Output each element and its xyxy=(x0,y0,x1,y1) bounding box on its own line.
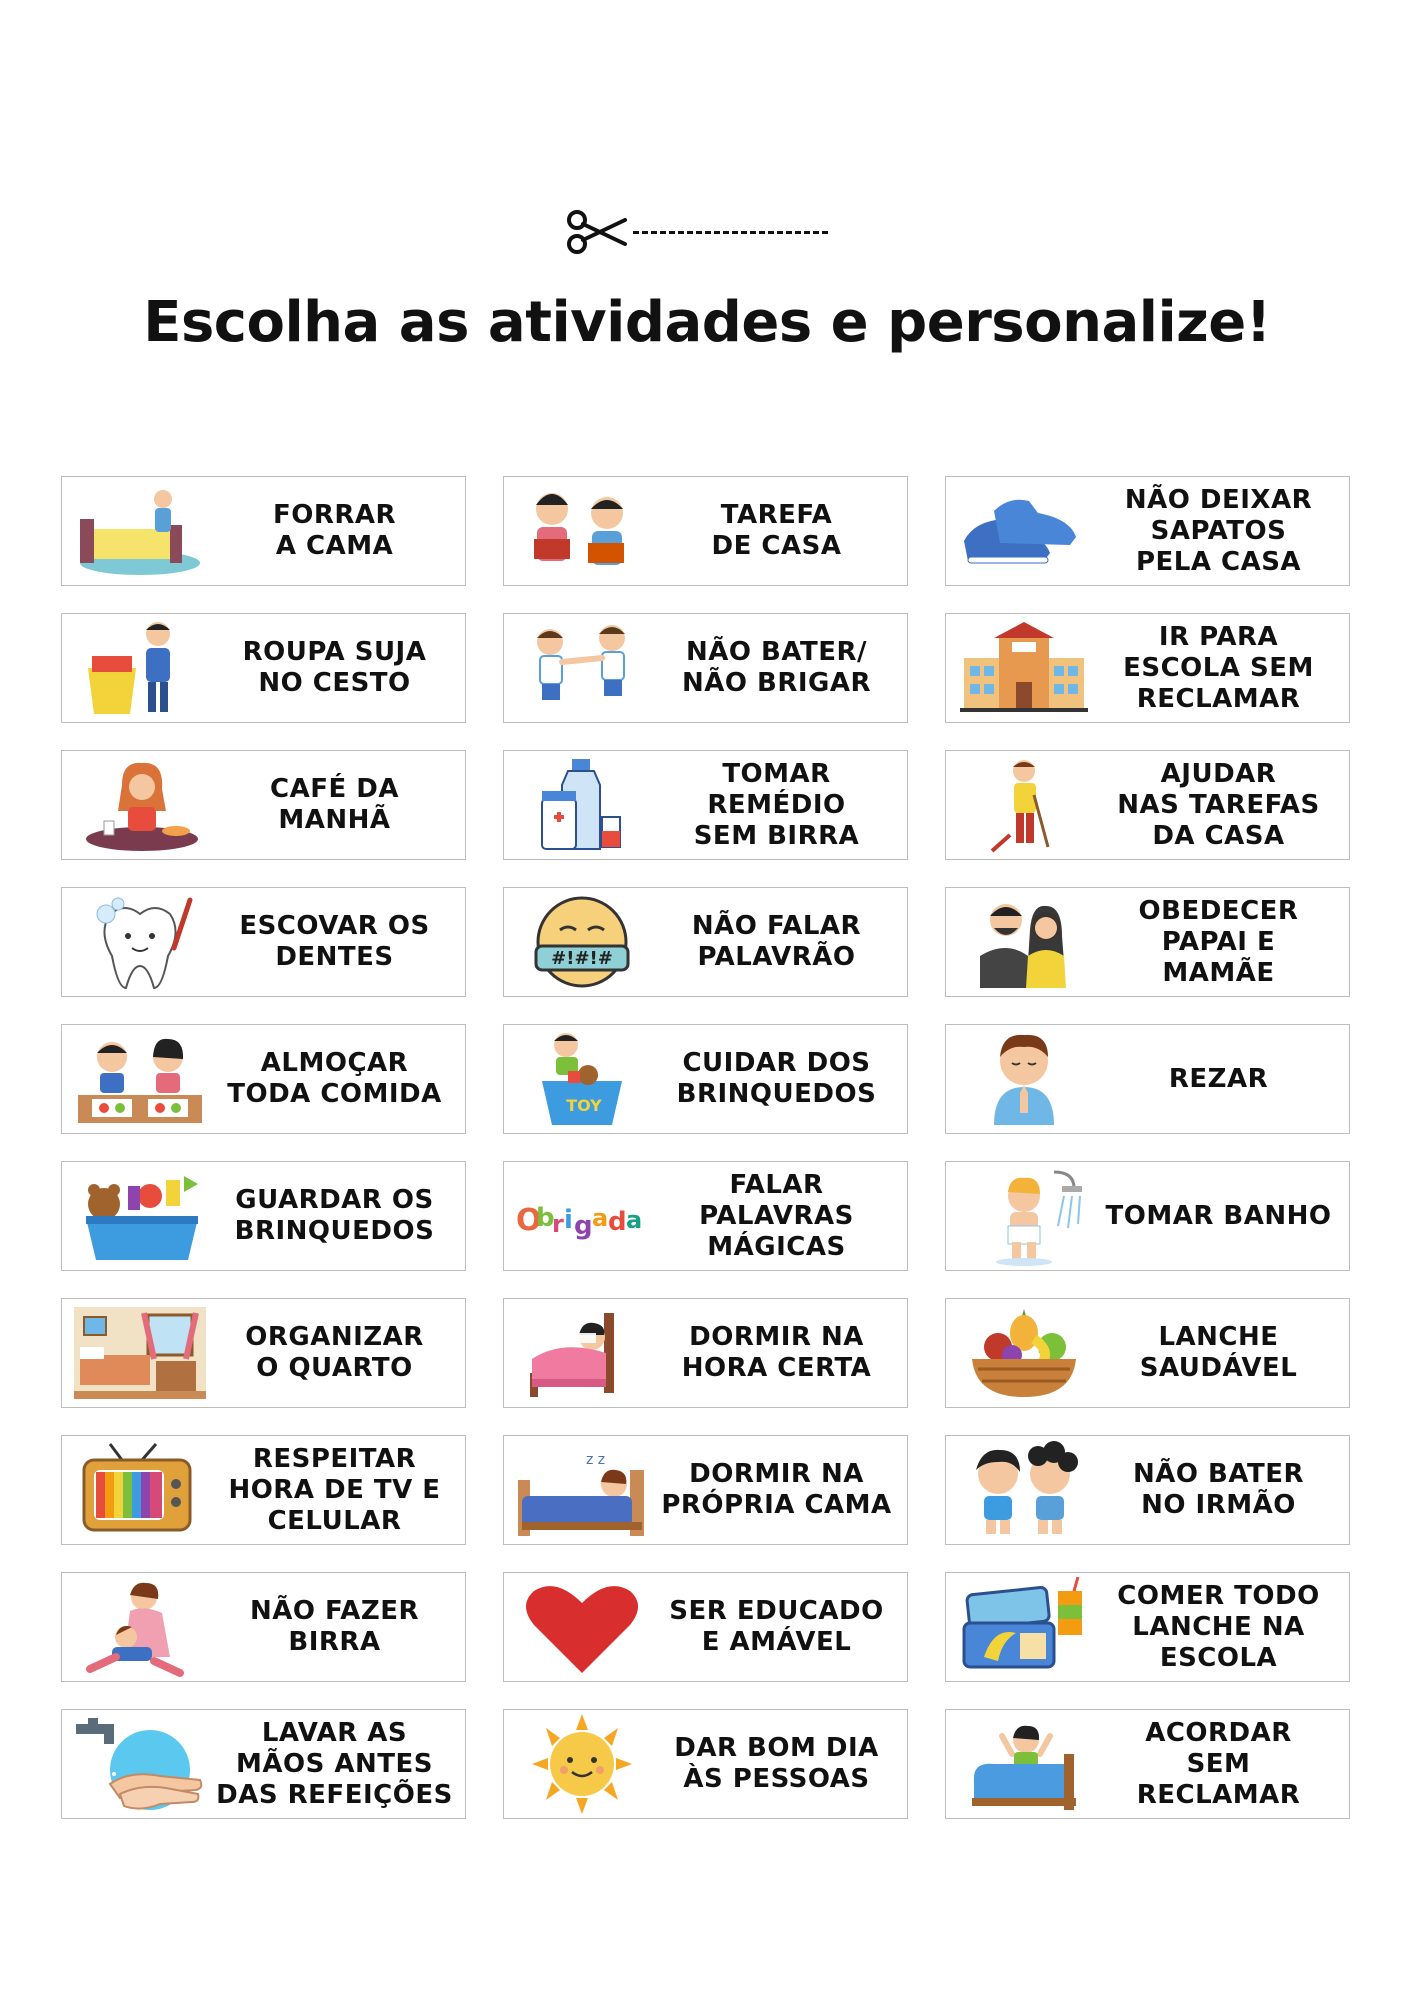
activity-card-cuidar-brinquedos[interactable] xyxy=(503,1024,908,1134)
activity-label: FALAR PALAVRAS MÁGICAS xyxy=(699,1169,854,1262)
activity-card-organizar-quarto[interactable] xyxy=(61,1298,466,1408)
activity-card-tomar-banho[interactable] xyxy=(945,1161,1350,1271)
toy-box-icon xyxy=(512,1029,652,1129)
svg-text:TOY: TOY xyxy=(566,1096,602,1115)
kids-fighting-icon xyxy=(512,618,652,718)
cut-line xyxy=(565,208,828,256)
activity-label: REZAR xyxy=(1168,1063,1269,1094)
activity-card-nao-falar-palavrao[interactable] xyxy=(503,887,908,997)
dashed-cut-line xyxy=(633,231,828,234)
tooth-icon xyxy=(70,892,210,992)
scissors-icon xyxy=(565,208,629,256)
lunchbox-icon xyxy=(954,1577,1094,1677)
activity-card-propria-cama[interactable] xyxy=(503,1435,908,1545)
svg-text:d: d xyxy=(608,1207,627,1237)
svg-text:b: b xyxy=(536,1203,555,1233)
activity-card-ser-educado[interactable] xyxy=(503,1572,908,1682)
activity-label: NÃO BATER NO IRMÃO xyxy=(1133,1459,1304,1520)
activity-label: LANCHE SAUDÁVEL xyxy=(1139,1322,1298,1383)
svg-text:O: O xyxy=(516,1203,542,1238)
activity-label: SER EDUCADO E AMÁVEL xyxy=(669,1596,884,1657)
activity-grid xyxy=(61,476,1350,1819)
svg-text:a: a xyxy=(626,1206,643,1234)
activity-card-roupa-suja[interactable] xyxy=(61,613,466,723)
activity-label: ACORDAR SEM RECLAMAR xyxy=(1136,1717,1301,1810)
activity-card-rezar[interactable] xyxy=(945,1024,1350,1134)
activity-card-palavras-magicas[interactable] xyxy=(503,1161,908,1271)
svg-text:i: i xyxy=(564,1205,573,1235)
activity-label: NÃO BATER/ NÃO BRIGAR xyxy=(681,637,872,698)
activity-card-lanche-saudavel[interactable] xyxy=(945,1298,1350,1408)
censored-face-icon xyxy=(512,892,652,992)
page-title: Escolha as atividades e personalize! xyxy=(143,290,1271,355)
kids-lunch-icon xyxy=(70,1029,210,1129)
fruit-basket-icon xyxy=(954,1303,1094,1403)
activity-card-tarefa-de-casa[interactable] xyxy=(503,476,908,586)
activity-card-lanche-escola[interactable] xyxy=(945,1572,1350,1682)
activity-label: TOMAR REMÉDIO SEM BIRRA xyxy=(693,758,860,851)
activity-label: OBEDECER PAPAI E MAMÃE xyxy=(1138,895,1299,988)
laundry-basket-icon xyxy=(70,618,210,718)
activity-card-dormir-hora-certa[interactable] xyxy=(503,1298,908,1408)
activity-card-tomar-remedio[interactable] xyxy=(503,750,908,860)
obrigada-icon xyxy=(512,1166,652,1266)
svg-text:g: g xyxy=(574,1211,593,1241)
activity-label: DORMIR NA PRÓPRIA CAMA xyxy=(661,1459,892,1520)
activity-label: CAFÉ DA MANHÃ xyxy=(270,774,399,835)
activity-label: CUIDAR DOS BRINQUEDOS xyxy=(676,1048,877,1109)
school-icon xyxy=(954,618,1094,718)
svg-text:z z: z z xyxy=(586,1452,606,1468)
waking-up-icon xyxy=(954,1714,1094,1814)
activity-card-hora-tv[interactable] xyxy=(61,1435,466,1545)
activity-label: IR PARA ESCOLA SEM RECLAMAR xyxy=(1123,621,1314,714)
activity-label: ESCOVAR OS DENTES xyxy=(239,911,430,972)
shoes-icon xyxy=(954,481,1094,581)
medicine-icon xyxy=(512,755,652,855)
siblings-icon xyxy=(954,1440,1094,1540)
activity-label: ALMOÇAR TODA COMIDA xyxy=(227,1048,442,1109)
activity-card-escovar-dentes[interactable] xyxy=(61,887,466,997)
breakfast-icon xyxy=(70,755,210,855)
activity-card-nao-fazer-birra[interactable] xyxy=(61,1572,466,1682)
tv-icon xyxy=(70,1440,210,1540)
sleeping-icon xyxy=(512,1303,652,1403)
activity-label: AJUDAR NAS TAREFAS DA CASA xyxy=(1117,758,1320,851)
activity-card-bom-dia[interactable] xyxy=(503,1709,908,1819)
activity-card-lavar-maos[interactable] xyxy=(61,1709,466,1819)
activity-card-almocar[interactable] xyxy=(61,1024,466,1134)
sweeping-icon xyxy=(954,755,1094,855)
activity-label: ROUPA SUJA NO CESTO xyxy=(242,637,427,698)
activity-label: TAREFA DE CASA xyxy=(711,500,842,561)
bed-icon xyxy=(70,481,210,581)
activity-label: RESPEITAR HORA DE TV E CELULAR xyxy=(228,1443,441,1536)
activity-label: COMER TODO LANCHE NA ESCOLA xyxy=(1117,1580,1320,1673)
activity-card-forrar-a-cama[interactable] xyxy=(61,476,466,586)
svg-text:a: a xyxy=(592,1204,609,1232)
shower-icon xyxy=(954,1166,1094,1266)
activity-card-ir-para-escola[interactable] xyxy=(945,613,1350,723)
praying-icon xyxy=(954,1029,1094,1129)
activity-card-obedecer-pais[interactable] xyxy=(945,887,1350,997)
bedroom-icon xyxy=(70,1303,210,1403)
activity-label: GUARDAR OS BRINQUEDOS xyxy=(234,1185,435,1246)
activity-label: FORRAR A CAMA xyxy=(272,500,397,561)
tantrum-icon xyxy=(70,1577,210,1677)
activity-label: NÃO FALAR PALAVRÃO xyxy=(691,911,862,972)
activity-card-nao-bater-irmao[interactable] xyxy=(945,1435,1350,1545)
activity-label: NÃO DEIXAR SAPATOS PELA CASA xyxy=(1124,484,1313,577)
toy-basket-icon xyxy=(70,1166,210,1266)
activity-label: LAVAR AS MÃOS ANTES DAS REFEIÇÕES xyxy=(216,1717,453,1810)
svg-text:#!#!#: #!#!# xyxy=(551,948,613,969)
activity-card-guardar-brinquedos[interactable] xyxy=(61,1161,466,1271)
parents-icon xyxy=(954,892,1094,992)
activity-label: DORMIR NA HORA CERTA xyxy=(681,1322,872,1383)
heart-icon xyxy=(512,1577,652,1677)
activity-label: TOMAR BANHO xyxy=(1105,1200,1332,1231)
sun-icon xyxy=(512,1714,652,1814)
activity-label: DAR BOM DIA ÀS PESSOAS xyxy=(674,1733,879,1794)
activity-label: NÃO FAZER BIRRA xyxy=(249,1596,420,1657)
hand-washing-icon xyxy=(70,1714,210,1814)
kids-reading-icon xyxy=(512,481,652,581)
activity-card-acordar[interactable] xyxy=(945,1709,1350,1819)
activity-label: ORGANIZAR O QUARTO xyxy=(245,1322,424,1383)
svg-text:r: r xyxy=(552,1210,564,1238)
activity-card-cafe-da-manha[interactable] xyxy=(61,750,466,860)
activity-card-sapatos[interactable] xyxy=(945,476,1350,586)
child-in-bed-icon xyxy=(512,1440,652,1540)
activity-card-ajudar-tarefas[interactable] xyxy=(945,750,1350,860)
activity-card-nao-brigar[interactable] xyxy=(503,613,908,723)
